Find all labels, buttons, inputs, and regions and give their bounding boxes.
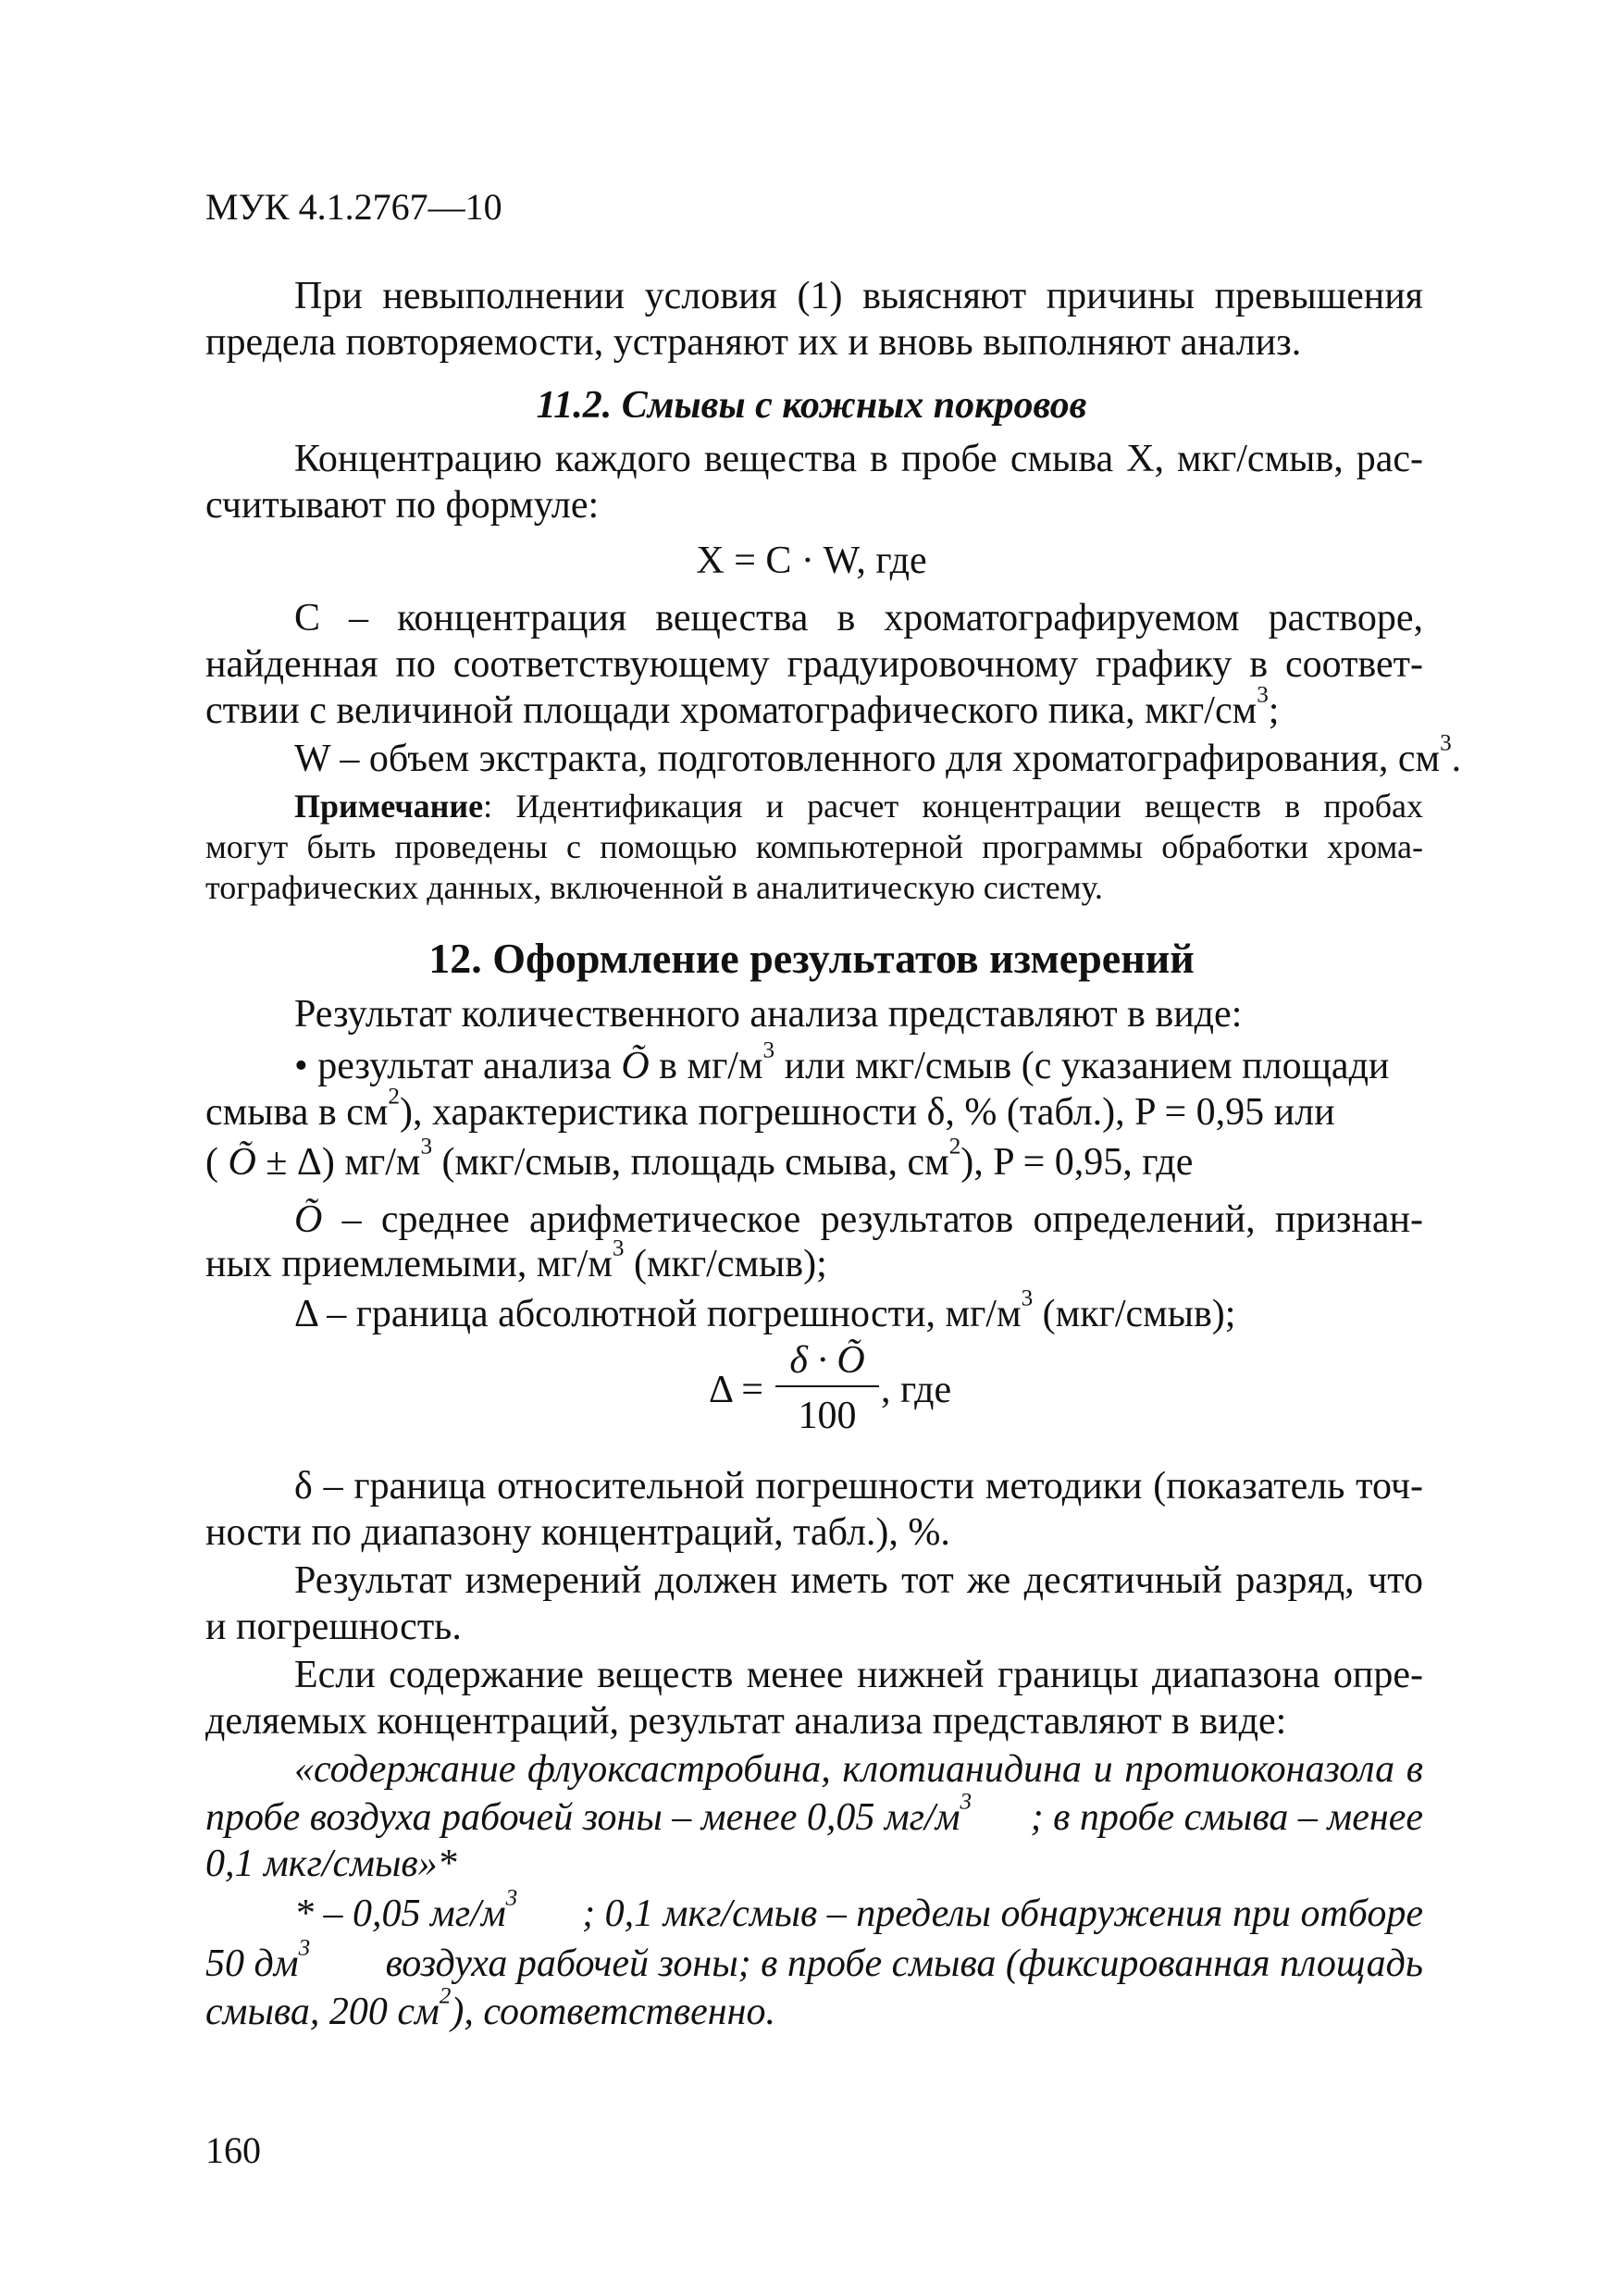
paragraph-line: и погрешность. bbox=[205, 1606, 462, 1648]
quote-line: пробе воздуха рабочей зоны – менее 0,05 $мг/м^3$ ; в пробе смыва – менее bbox=[205, 1789, 1423, 1839]
definition-delta-line: Δ – граница абсолютной погрешности, $мг/м^3$ (мкг/смыв); bbox=[294, 1285, 1236, 1335]
definition-relative-error-line: ности по диапазону концентраций, табл.), %. bbox=[205, 1511, 950, 1554]
fraction-bar bbox=[775, 1385, 879, 1387]
formula-delta-lhs: Δ = bbox=[709, 1369, 763, 1411]
paragraph-line: считывают по формуле: bbox=[205, 484, 600, 527]
definition-w-line: W – объем экстракта, подготовленного для хроматографирования, $см^3$. bbox=[294, 730, 1462, 780]
formula-delta-tail: , где bbox=[881, 1369, 952, 1411]
paragraph-line: Результат измерений должен иметь тот же десятичный разряд, что bbox=[294, 1559, 1423, 1602]
quote-line: 0,1 мкг/смыв»* bbox=[205, 1843, 457, 1885]
section-heading-12: 12. Оформление результатов измерений bbox=[428, 935, 1195, 982]
definition-mean-line: ных приемлемыми, $мг/м^3$ (мкг/смыв); bbox=[205, 1235, 827, 1285]
formula-delta-numerator: δ · Õ bbox=[789, 1339, 865, 1382]
formula-x-equals-cw: X = C · W, где bbox=[696, 540, 927, 582]
quote-line: «содержание флуоксастробина, клотианидина и протиоконазола в bbox=[294, 1748, 1423, 1791]
definition-c-line: C – концентрация вещества в хроматографируемом растворе, bbox=[294, 597, 1423, 639]
footnote-line: * – 0,05 $мг/м^3$ ; 0,1 мкг/смыв – пределы обнаружения при отборе bbox=[294, 1885, 1423, 1935]
document-code-header: МУК 4.1.2767—10 bbox=[205, 186, 502, 228]
footnote-line: 50 $дм^3$ воздуха рабочей зоны; в пробе смыва (фиксированная площадь bbox=[205, 1935, 1423, 1985]
formula-delta-denominator: 100 bbox=[798, 1395, 857, 1437]
paragraph-line: деляемых концентраций, результат анализа представляют в виде: bbox=[205, 1700, 1287, 1743]
paragraph-line: предела повторяемости, устраняют их и вновь выполняют анализ. bbox=[205, 321, 1302, 364]
result-intro: Результат количественного анализа представляют в виде: bbox=[294, 993, 1243, 1036]
definition-c-line: найденная по соответствующему градуировочному графику в соответ- bbox=[205, 643, 1423, 686]
paragraph-line: Если содержание веществ менее нижней границы диапазона опре- bbox=[294, 1654, 1423, 1696]
definition-mean-line: Õ – среднее арифметическое результатов определений, признан- bbox=[294, 1198, 1423, 1241]
result-line: ( Õ ± Δ) $мг/м^3$ (мкг/смыв, площадь смыва, $см^2$), P = 0,95, где bbox=[205, 1134, 1194, 1184]
note-line: Примечание: Идентификация и расчет концентрации веществ в пробах bbox=[294, 788, 1423, 825]
definition-relative-error-line: δ – граница относительной погрешности методики (показатель точ- bbox=[294, 1465, 1423, 1508]
definition-c-line: ствии с величиной площади хроматографического пика, мкг/$см^3$; bbox=[205, 682, 1280, 732]
section-heading-11-2: 11.2. Смывы с кожных покровов bbox=[536, 384, 1087, 427]
paragraph-line: Концентрацию каждого вещества в пробе смыва X, мкг/смыв, рас- bbox=[294, 438, 1423, 480]
page-number: 160 bbox=[205, 2129, 261, 2171]
paragraph-line: При невыполнении условия (1) выясняют причины превышения bbox=[294, 275, 1423, 317]
note-line: могут быть проведены с помощью компьютерной программы обработки хрома- bbox=[205, 828, 1423, 865]
result-line: смыва в $см^2$), характеристика погрешности δ, % (табл.), P = 0,95 или bbox=[205, 1084, 1335, 1134]
result-bullet-line: • результат анализа Õ в $мг/м^3$ или мкг/смыв (с указанием площади bbox=[294, 1037, 1390, 1087]
note-line: тографических данных, включенной в аналитическую систему. bbox=[205, 869, 1103, 906]
footnote-line: смыва, 200 $см^2$), соответственно. bbox=[205, 1983, 775, 2033]
